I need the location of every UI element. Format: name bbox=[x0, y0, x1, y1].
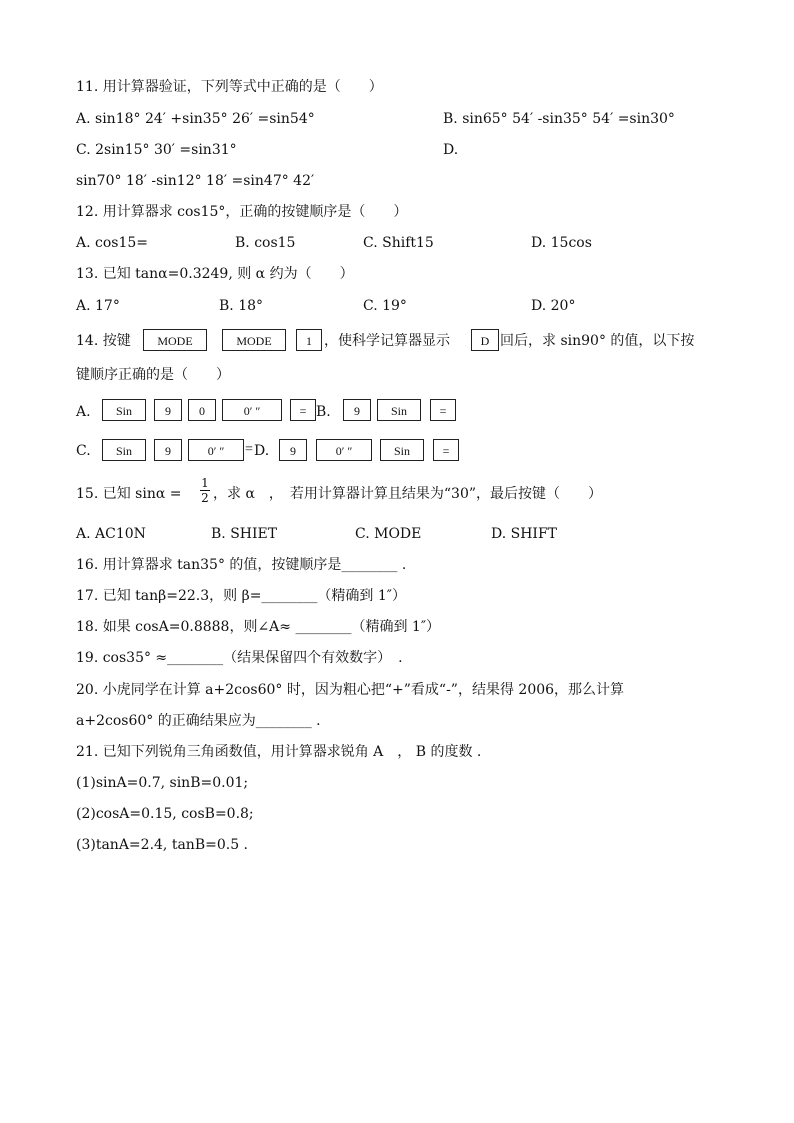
key-a-0: 0 bbox=[188, 399, 216, 421]
fraction-numerator: 1 bbox=[201, 476, 209, 490]
key-c-dms: 0′ ″ bbox=[188, 439, 244, 461]
q11-option-a: A. sin18° 24′ +sin35° 26′ =sin54° bbox=[76, 111, 315, 127]
q11-option-d-content: sin70° 18′ -sin12° 18′ =sin47° 42′ bbox=[76, 173, 315, 189]
q13-option-d: D. 20° bbox=[531, 298, 576, 314]
key-b-equals: = bbox=[430, 399, 456, 421]
q21-part3: (3)tanA=2.4, tanB=0.5 . bbox=[76, 837, 248, 853]
q16: 16. 用计算器求 tan35° 的值，按键顺序是________ . bbox=[76, 557, 407, 573]
key-c-equals: = bbox=[244, 439, 254, 461]
q12-option-a: A. cos15= bbox=[76, 235, 149, 251]
key-d-equals: = bbox=[433, 439, 459, 461]
q14-stem-line2: 键顺序正确的是（ ） bbox=[76, 367, 230, 383]
q14-option-d-label: D. bbox=[254, 443, 270, 459]
q20-line2: a+2cos60° 的正确结果应为________ . bbox=[76, 713, 321, 729]
key-b-9: 9 bbox=[343, 399, 371, 421]
key-a-dms: 0′ ″ bbox=[222, 399, 282, 421]
key-a-sin: Sin bbox=[102, 399, 146, 421]
key-a-equals: = bbox=[290, 399, 316, 421]
q20-line1: 20. 小虎同学在计算 a+2cos60° 时，因为粗心把“+”看成“-”，结果得 2006，那么计算 bbox=[76, 682, 625, 698]
fraction-one-half bbox=[199, 476, 211, 505]
key-mode-1: MODE bbox=[143, 329, 207, 351]
q12-option-b: B. cos15 bbox=[235, 235, 296, 251]
key-d-9: 9 bbox=[279, 439, 307, 461]
q12-stem: 12. 用计算器求 cos15°，正确的按键顺序是（ ） bbox=[76, 204, 408, 220]
fraction-denominator: 2 bbox=[201, 491, 209, 505]
q19: 19. cos35° ≈________（结果保留四个有效数字） . bbox=[76, 650, 403, 666]
q14-stem-post: 回后，求 sin90° 的值，以下按 bbox=[500, 333, 695, 349]
key-c-sin: Sin bbox=[102, 439, 146, 461]
q12-option-d: D. 15cos bbox=[531, 235, 592, 251]
q21-stem: 21. 已知下列锐角三角函数值，用计算器求锐角 A ， B 的度数 . bbox=[76, 744, 482, 760]
key-1: 1 bbox=[296, 329, 322, 351]
q17: 17. 已知 tanβ=22.3，则 β=________（精确到 1″） bbox=[76, 588, 407, 604]
q14-option-c-label: C. bbox=[76, 443, 91, 459]
key-c-9: 9 bbox=[154, 439, 182, 461]
q15-option-b: B. SHIET bbox=[211, 526, 278, 542]
q13-option-b: B. 18° bbox=[219, 298, 264, 314]
q18: 18. 如果 cosA=0.8888，则∠A≈ ________（精确到 1″） bbox=[76, 619, 441, 635]
q21-part2: (2)cosA=0.15, cosB=0.8; bbox=[76, 806, 254, 822]
q11-stem: 11. 用计算器验证，下列等式中正确的是（ ） bbox=[76, 79, 383, 95]
q14-option-a-label: A. bbox=[76, 404, 91, 420]
key-b-sin: Sin bbox=[377, 399, 421, 421]
q15-stem-pre: 15. 已知 sinα = bbox=[76, 486, 182, 502]
q11-option-d: D. bbox=[443, 142, 459, 158]
q15-option-a: A. AC10N bbox=[76, 526, 146, 542]
q15-option-d: D. SHIFT bbox=[491, 526, 558, 542]
q14-option-b-label: B. bbox=[316, 404, 331, 420]
q15-option-c: C. MODE bbox=[355, 526, 422, 542]
q14-stem-mid: ，使科学记算器显示 bbox=[324, 333, 450, 349]
q13-stem: 13. 已知 tanα=0.3249, 则 α 约为（ ） bbox=[76, 266, 354, 282]
q11-option-b: B. sin65° 54′ -sin35° 54′ =sin30° bbox=[443, 111, 675, 127]
key-mode-2: MODE bbox=[222, 329, 286, 351]
key-a-9: 9 bbox=[154, 399, 182, 421]
q21-part1: (1)sinA=0.7, sinB=0.01; bbox=[76, 775, 249, 791]
key-d-dms: 0′ ″ bbox=[316, 439, 372, 461]
q14-stem-pre: 14. 按键 bbox=[76, 333, 131, 349]
q13-option-c: C. 19° bbox=[363, 298, 407, 314]
key-d: D bbox=[471, 329, 499, 351]
q12-option-c: C. Shift15 bbox=[363, 235, 434, 251]
q15-stem-post: ，求 α ， 若用计算器计算且结果为“30”，最后按键（ ） bbox=[213, 486, 603, 502]
key-d-sin: Sin bbox=[380, 439, 424, 461]
q11-option-c: C. 2sin15° 30′ =sin31° bbox=[76, 142, 237, 158]
q13-option-a: A. 17° bbox=[76, 298, 120, 314]
